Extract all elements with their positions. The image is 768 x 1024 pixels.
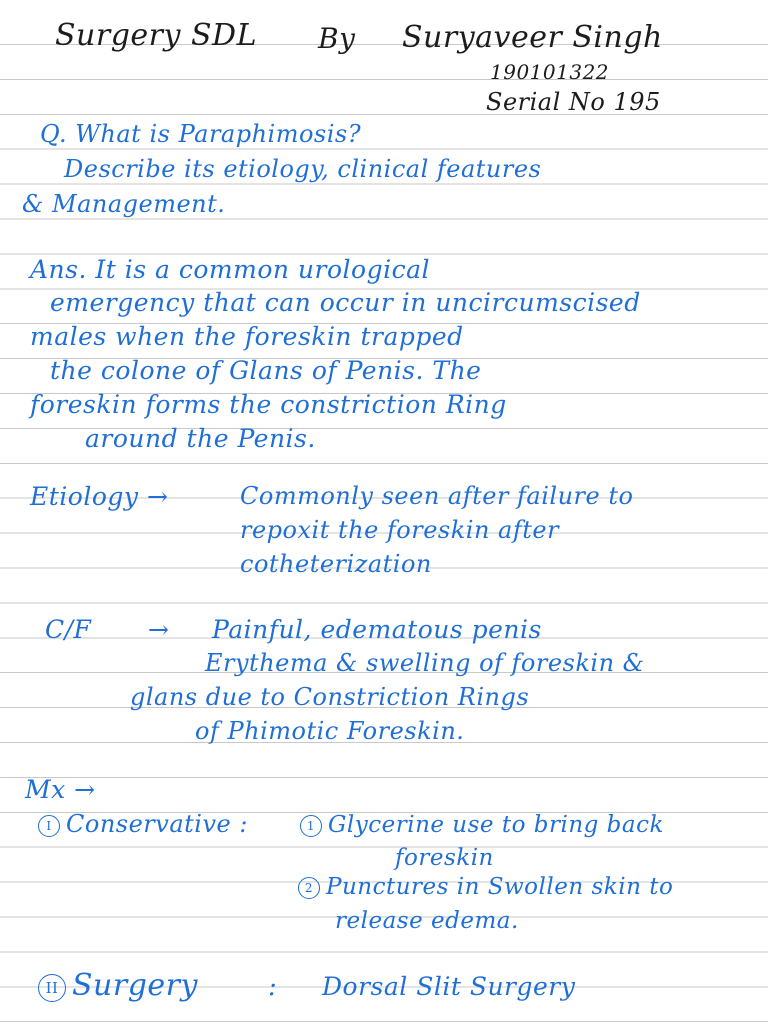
management-label: Mx → [25, 775, 96, 804]
step-2-badge: 2 [298, 877, 320, 899]
cf-arrow: → [148, 615, 170, 644]
cf-line-2: Erythema & swelling of foreskin & [205, 649, 645, 677]
surgery-heading [38, 968, 198, 1003]
step-1-badge: 1 [300, 815, 322, 837]
step-2-text: Punctures in Swollen skin to [326, 874, 674, 900]
step-1-line-1 [300, 812, 664, 838]
surgery-colon: : [268, 972, 278, 1002]
answer-line-6: around the Penis. [85, 424, 316, 453]
surgery-text: Dorsal Slit Surgery [322, 972, 576, 1001]
header-serial: Serial No 195 [486, 88, 661, 116]
etiology-line-2: repoxit the foreskin after [240, 516, 560, 544]
etiology-line-1: Commonly seen after failure to [240, 482, 634, 510]
step-2-line-1 [298, 874, 673, 900]
question-line-3: & Management. [22, 190, 226, 218]
header-roll: 190101322 [490, 60, 610, 84]
cf-line-1: Painful, edematous penis [212, 615, 542, 644]
step-1-line-2: foreskin [395, 845, 494, 871]
answer-line-5: foreskin forms the constriction Ring [30, 390, 507, 419]
cf-label: C/F [45, 615, 92, 644]
cf-line-3: glans due to Constriction Rings [130, 683, 530, 711]
conservative-heading [38, 810, 248, 838]
surgery-label: Surgery [72, 968, 198, 1003]
answer-line-1: Ans. It is a common urological [30, 255, 430, 284]
answer-line-2: emergency that can occur in uncircumscised [50, 288, 641, 317]
cf-line-4: of Phimotic Foreskin. [195, 717, 465, 745]
answer-line-4: the colone of Glans of Penis. The [50, 356, 482, 385]
etiology-line-3: cotheterization [240, 550, 432, 578]
etiology-label: Etiology → [30, 482, 169, 511]
question-line-2: Describe its etiology, clinical features [64, 155, 542, 183]
header-author: Suryaveer Singh [402, 20, 663, 55]
roman-two-badge: II [38, 974, 66, 1002]
header-title: Surgery SDL [55, 18, 258, 53]
question-line-1: Q. What is Paraphimosis? [40, 120, 362, 148]
header-by: By [318, 22, 356, 55]
answer-line-3: males when the foreskin trapped [30, 322, 464, 351]
roman-one-badge: I [38, 815, 60, 837]
step-1-text: Glycerine use to bring back [328, 812, 664, 838]
conservative-label: Conservative : [66, 810, 248, 838]
step-2-line-2: release edema. [335, 908, 519, 934]
